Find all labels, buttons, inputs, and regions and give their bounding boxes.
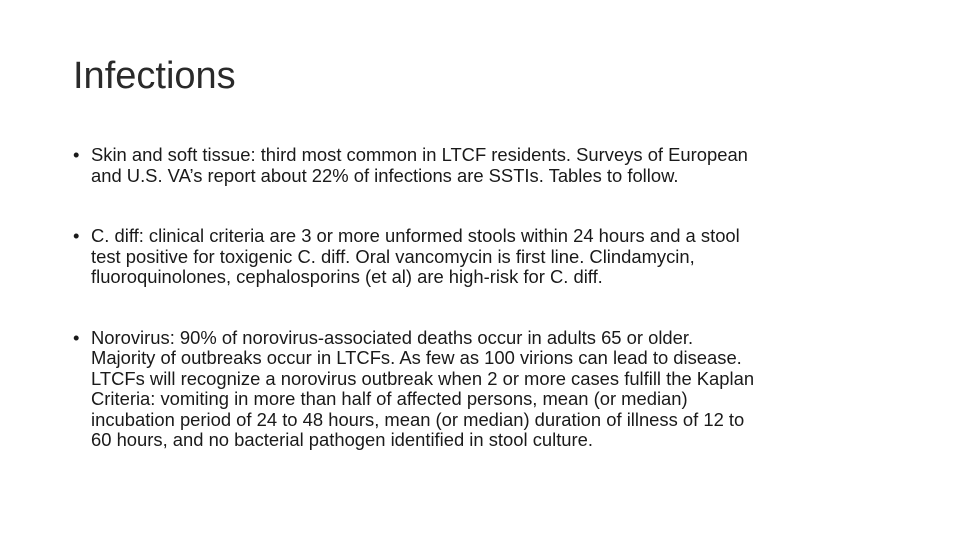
bullet-line: fluoroquinolones, cephalosporins (et al) are high-risk for C. diff. bbox=[91, 266, 603, 287]
bullet-skin-soft-tissue bbox=[73, 145, 903, 186]
bullet-marker: • bbox=[73, 144, 80, 165]
bullet-line: incubation period of 24 to 48 hours, mean (or median) duration of illness of 12 to bbox=[91, 408, 745, 430]
bullet-marker: • bbox=[73, 326, 80, 348]
bullet-line: test positive for toxigenic C. diff. Oral vancomycin is first line. Clindamycin, bbox=[91, 245, 695, 267]
bullet-line: LTCFs will recognize a norovirus outbreak when 2 or more cases fulfill the Kaplan bbox=[91, 367, 755, 389]
bullet-c-diff bbox=[73, 226, 903, 288]
slide-title: Infections bbox=[73, 55, 236, 97]
bullet-line: Majority of outbreaks occur in LTCFs. As few as 100 virions can lead to disease. bbox=[91, 347, 742, 368]
bullet-marker: • bbox=[73, 225, 80, 246]
bullet-norovirus bbox=[73, 328, 903, 451]
bullet-list bbox=[73, 145, 903, 451]
bullet-line: Criteria: vomiting in more than half of affected persons, mean (or median) bbox=[91, 388, 688, 409]
bullet-line: C. diff: clinical criteria are 3 or more unformed stools within 24 hours and a stool bbox=[91, 225, 740, 246]
bullet-line: 60 hours, and no bacterial pathogen identified in stool culture. bbox=[91, 429, 593, 450]
bullet-line: Norovirus: 90% of norovirus-associated deaths occur in adults 65 or older. bbox=[91, 326, 694, 348]
bullet-line: Skin and soft tissue: third most common in LTCF residents. Surveys of European bbox=[91, 144, 748, 165]
bullet-line: and U.S. VA’s report about 22% of infections are SSTIs. Tables to follow. bbox=[91, 164, 679, 186]
